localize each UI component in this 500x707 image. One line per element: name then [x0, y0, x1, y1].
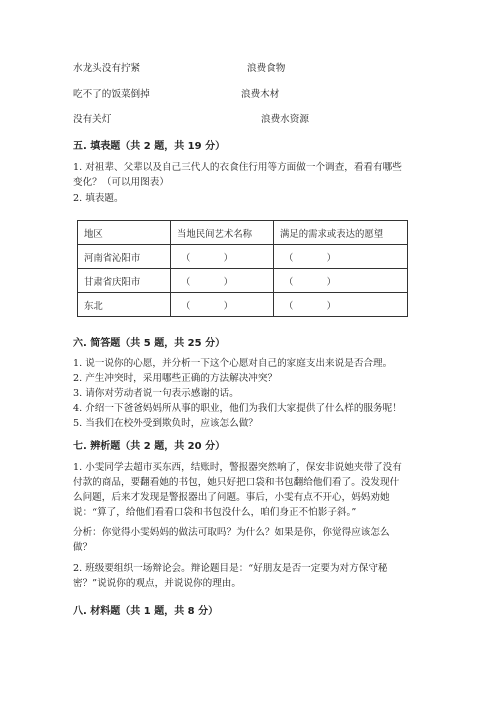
paren-close: ） [223, 252, 233, 264]
match-right-item: 浪费水资源 [261, 114, 309, 125]
paragraph-line: 付款的商品，要翻看她的书包，她只好把口袋和书包翻给他们看了。没发现什 [73, 477, 400, 488]
list-item: 1. 说一说你的心愿，并分析一下这个心愿对自己的家庭支出来说是否合理。 [73, 358, 393, 369]
table-region-cell: 甘肃省庆阳市 [78, 269, 171, 293]
section5-heading: 五. 填表题（共 2 题，共 19 分） [73, 141, 226, 152]
section6-heading: 六. 简答题（共 5 题，共 25 分） [73, 338, 226, 349]
table-blank-cell[interactable] [274, 293, 408, 317]
list-item: 2. 产生冲突时，采用哪些正确的方法解决冲突？ [73, 373, 278, 384]
paren-open: （ [284, 252, 294, 264]
paren-close: ） [223, 300, 233, 312]
table-row [78, 293, 408, 317]
paren-open: （ [181, 276, 191, 288]
paragraph-line: 分析：你觉得小雯妈妈的做法可取吗？为什么？如果是你，你觉得应该怎么 [73, 527, 390, 538]
table-blank-cell[interactable] [171, 245, 274, 269]
section7-q2 [73, 561, 427, 591]
table-region-cell: 东北 [78, 293, 171, 317]
table-blank-cell[interactable] [274, 245, 408, 269]
table-header-cell: 当地民间艺术名称 [171, 221, 274, 245]
paren-open: （ [284, 300, 294, 312]
list-item: 3. 请你对劳动者说一句表示感谢的话。 [73, 388, 239, 399]
paren-close: ） [326, 252, 336, 264]
section5-q1 [73, 160, 427, 190]
fill-table [77, 220, 408, 317]
paren-close: ） [223, 276, 233, 288]
table-header-row [78, 221, 408, 245]
paragraph-line: 密？”说说你的观点，并说说你的理由。 [73, 578, 241, 589]
section8-heading: 八. 材料题（共 1 题，共 8 分） [73, 606, 219, 617]
paren-open: （ [181, 300, 191, 312]
section7-analysis [73, 525, 427, 555]
match-right-item: 浪费食物 [247, 63, 286, 74]
section6-list [73, 356, 427, 431]
section7-heading: 七. 辨析题（共 2 题，共 20 分） [73, 441, 226, 452]
match-left-item: 没有关灯 [73, 114, 112, 125]
table-header-cell: 满足的需求或表达的愿望 [274, 221, 408, 245]
table-region-cell: 河南省沁阳市 [78, 245, 171, 269]
paren-open: （ [181, 252, 191, 264]
table-row [78, 269, 408, 293]
paren-open: （ [284, 276, 294, 288]
match-left-item: 水龙头没有拧紧 [73, 63, 141, 74]
table-blank-cell[interactable] [274, 269, 408, 293]
paragraph-line: 做？ [73, 542, 93, 553]
paragraph-line: 2. 班级要组织一场辩论会。辩论题目是：“好朋友是否一定要为对方保守秘 [73, 563, 388, 574]
list-item: 5. 当我们在校外受到欺负时，应该怎么做？ [73, 418, 258, 429]
section5-q1-line: 变化？（可以用图表） [73, 177, 169, 188]
match-right-item: 浪费木材 [241, 89, 280, 100]
section7-q1 [73, 460, 427, 520]
table-row [78, 245, 408, 269]
table-blank-cell[interactable] [171, 293, 274, 317]
paragraph-line: 1. 小雯同学去超市买东西，结账时，警报器突然响了，保安非说她夹带了没有 [73, 462, 402, 473]
section5-q2: 2. 填表题。 [73, 193, 124, 204]
section5-q1-line: 1. 对祖辈、父辈以及自己三代人的衣食住行用等方面做一个调查，看看有哪些 [73, 162, 402, 173]
paragraph-line: 说：“算了，给他们看看口袋和书包没什么，咱们身正不怕影子斜。” [73, 507, 357, 518]
paren-close: ） [326, 300, 336, 312]
list-item: 4. 介绍一下爸爸妈妈所从事的职业，他们为我们大家提供了什么样的服务呢！ [73, 403, 402, 414]
table-header-cell: 地区 [78, 221, 171, 245]
match-left-item: 吃不了的饭菜倒掉 [73, 89, 150, 100]
table-blank-cell[interactable] [171, 269, 274, 293]
paren-close: ） [326, 276, 336, 288]
paragraph-line: 么问题，后来才发现是警报器出了问题。事后，小雯有点不开心，妈妈劝她 [73, 492, 390, 503]
